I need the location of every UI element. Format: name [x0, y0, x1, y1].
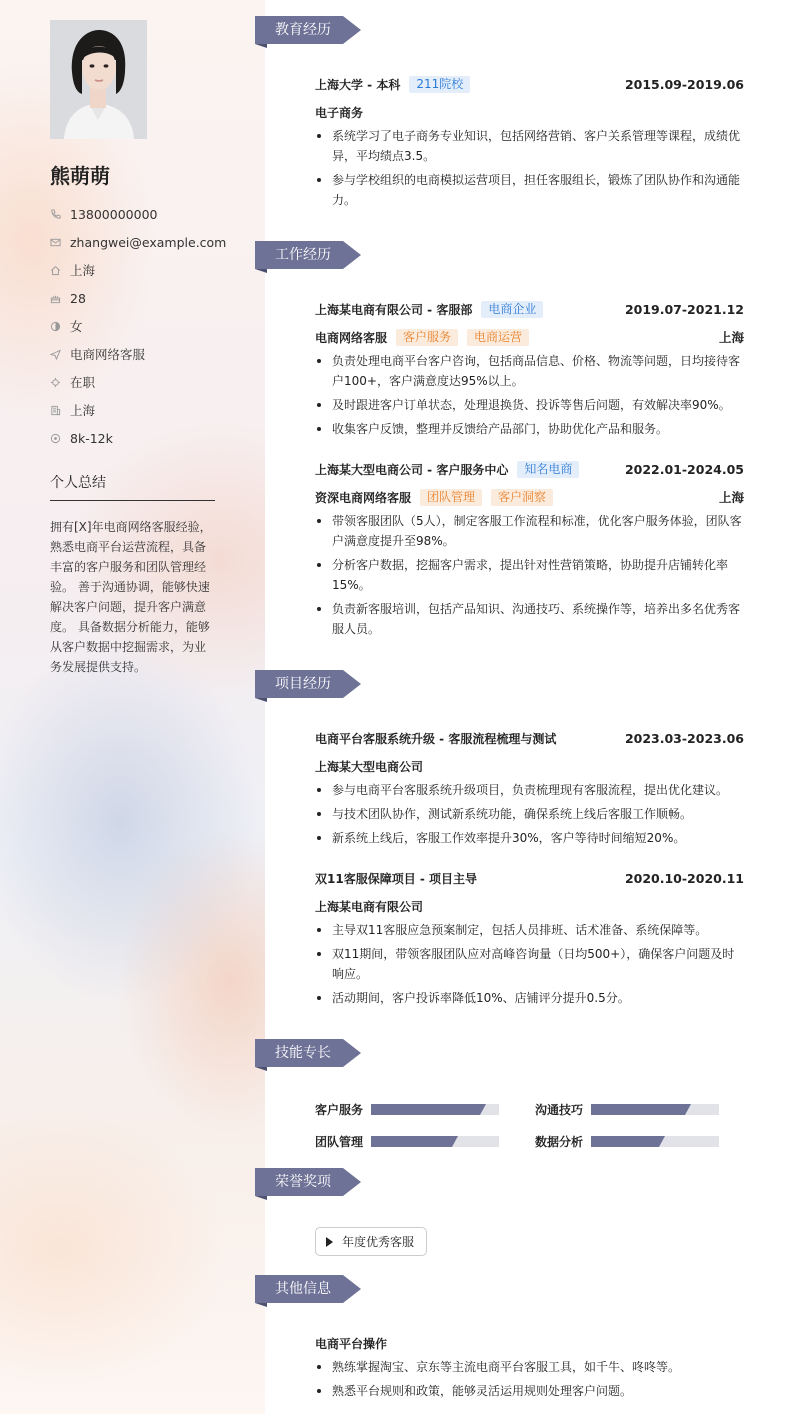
list-item: 带领客服团队（5人），制定客服工作流程和标准，优化客户服务体验，团队客户满意度提升至98%。: [315, 511, 744, 551]
phone-icon: [50, 209, 61, 220]
avatar: [50, 20, 147, 139]
list-item: 及时跟进客户订单状态，处理退换货、投诉等售后问题，有效解决率90%。: [315, 395, 744, 415]
job-title: 资深电商网络客服: [315, 490, 412, 505]
profile-name: 熊萌萌: [50, 164, 110, 188]
skill-bar: [591, 1104, 719, 1115]
section-title: 其他信息: [275, 1281, 331, 1297]
info-position-text: 电商网络客服: [70, 347, 146, 362]
list-item: 参与学校组织的电商模拟运营项目，担任客服组长，锻炼了团队协作和沟通能力。: [315, 170, 744, 210]
list-item: 负责新客服培训，包括产品知识、沟通技巧、系统操作等，培养出多名优秀客服人员。: [315, 599, 744, 639]
section-title: 技能专长: [275, 1045, 331, 1061]
list-item: 熟悉平台规则和政策，能够灵活运用规则处理客户问题。: [315, 1381, 744, 1401]
skill-name: 数据分析: [535, 1135, 584, 1149]
list-item: 新系统上线后，客服工作效率提升30%，客户等待时间缩短20%。: [315, 828, 744, 848]
job-title: 电商网络客服: [315, 330, 388, 345]
project-org: 上海某大型电商公司: [315, 759, 424, 774]
list-item: 收集客户反馈，整理并反馈给产品部门，协助优化产品和服务。: [315, 419, 744, 439]
skill-bar-fill: [591, 1104, 685, 1115]
info-home-text: 上海: [70, 263, 96, 278]
main-content: [255, 0, 794, 1414]
info-position: [50, 340, 226, 368]
section-projects-header: [255, 670, 365, 701]
list-item: 活动期间，客户投诉率降低10%、店铺评分提升0.5分。: [315, 988, 744, 1008]
skill-name: 沟通技巧: [535, 1103, 584, 1117]
list-item: 与技术团队协作，测试新系统功能，确保系统上线后客服工作顺畅。: [315, 804, 744, 824]
project-org: 上海某电商有限公司: [315, 899, 424, 914]
info-city-text: 上海: [70, 403, 96, 418]
skill-item: [535, 1133, 719, 1150]
project-name: 电商平台客服系统升级 - 客服流程梳理与测试: [315, 731, 557, 746]
section-education-header: [255, 16, 365, 47]
skill-bar: [371, 1136, 499, 1147]
education-entry: [315, 70, 744, 214]
company-tag: 电商企业: [481, 301, 543, 318]
info-email: [50, 228, 226, 256]
skill-name: 客户服务: [315, 1103, 364, 1117]
info-salary-text: 8k-12k: [70, 430, 113, 446]
list-item: 主导双11客服应急预案制定，包括人员排班、话术准备、系统保障等。: [315, 920, 744, 940]
major: 电子商务: [315, 105, 364, 120]
work-entry: [315, 295, 744, 443]
home-icon: [50, 265, 61, 276]
info-city: [50, 396, 226, 424]
work-entry: [315, 455, 744, 643]
school-tag: 211院校: [409, 76, 470, 93]
info-home: [50, 256, 226, 284]
skill-bar: [591, 1136, 719, 1147]
skill-bar: [371, 1104, 499, 1115]
section-other-header: [255, 1275, 365, 1306]
work-city: 上海: [718, 330, 744, 345]
list-item: 参与电商平台客服系统升级项目，负责梳理现有客服流程，提出优化建议。: [315, 780, 744, 800]
summary-text: 拥有[X]年电商网络客服经验，熟悉电商平台运营流程，具备丰富的客户服务和团队管理经验。 善于沟通协调，能够快速解决客户问题，提升客户满意度。 具备数据分析能力，能够从客户数据中挖掘需求，为业务发展提供支持。: [50, 520, 212, 674]
role-tag: 客户洞察: [491, 489, 553, 506]
gender-icon: [50, 321, 61, 332]
work-city: 上海: [718, 490, 744, 505]
info-phone-text: 13800000000: [70, 206, 158, 222]
list-item: 负责处理电商平台客户咨询，包括商品信息、价格、物流等问题，日均接待客户100+，客户满意度达95%以上。: [315, 351, 744, 391]
award-name: 年度优秀客服: [342, 1235, 415, 1249]
company-tag: 知名电商: [517, 461, 579, 478]
role-tag: 客户服务: [396, 329, 458, 346]
company-name: 上海某电商有限公司 - 客服部: [315, 302, 473, 317]
section-title: 工作经历: [275, 247, 331, 263]
cake-icon: [50, 293, 61, 304]
work-dates: 2019.07-2021.12: [624, 301, 744, 317]
other-subtitle: 电商平台操作: [315, 1336, 388, 1351]
list-item: 系统学习了电子商务专业知识，包括网络营销、客户关系管理等课程，成绩优异，平均绩点3.5。: [315, 126, 744, 166]
project-dates: 2020.10-2020.11: [624, 870, 744, 886]
award-chip: [315, 1227, 427, 1256]
role-tag: 团队管理: [420, 489, 482, 506]
avatar-photo: [50, 20, 147, 139]
project-name: 双11客服保障项目 - 项目主导: [315, 871, 478, 886]
info-phone: [50, 200, 226, 228]
skill-bar-fill: [591, 1136, 659, 1147]
email-icon: [50, 237, 61, 248]
section-title: 教育经历: [275, 22, 331, 38]
project-entry: [315, 864, 744, 1012]
skill-name: 团队管理: [315, 1135, 364, 1149]
other-entry: [315, 1329, 744, 1405]
play-icon: [326, 1237, 333, 1247]
section-title: 项目经历: [275, 676, 331, 692]
list-item: 分析客户数据，挖掘客户需求，提出针对性营销策略，协助提升店铺转化率15%。: [315, 555, 744, 595]
work-dates: 2022.01-2024.05: [624, 461, 744, 477]
section-work-header: [255, 241, 365, 272]
section-title: 荣誉奖项: [275, 1174, 331, 1190]
info-age: [50, 284, 226, 312]
skill-bar-fill: [371, 1104, 480, 1115]
section-skills-header: [255, 1039, 365, 1070]
salary-icon: [50, 433, 61, 444]
list-item: 双11期间，带领客服团队应对高峰咨询量（日均500+），确保客户问题及时响应。: [315, 944, 744, 984]
section-awards-header: [255, 1168, 365, 1199]
skill-item: [315, 1101, 499, 1118]
school-name: 上海大学 - 本科: [315, 77, 401, 92]
list-item: 熟练掌握淘宝、京东等主流电商平台客服工具，如千牛、咚咚等。: [315, 1357, 744, 1377]
info-salary: [50, 424, 226, 452]
skill-item: [315, 1133, 499, 1150]
skill-bar-fill: [371, 1136, 452, 1147]
contact-info-list: [50, 200, 226, 452]
role-tag: 电商运营: [467, 329, 529, 346]
sidebar: [0, 0, 265, 1414]
info-status: [50, 368, 226, 396]
info-email-text: zhangwei@example.com: [70, 234, 227, 250]
status-icon: [50, 377, 61, 388]
send-icon: [50, 349, 61, 360]
info-gender: [50, 312, 226, 340]
summary-title: 个人总结: [50, 472, 215, 501]
skill-item: [535, 1101, 719, 1118]
info-age-text: 28: [70, 290, 86, 306]
company-name: 上海某大型电商公司 - 客户服务中心: [315, 462, 509, 477]
project-entry: [315, 724, 744, 852]
info-status-text: 在职: [70, 375, 96, 390]
building-icon: [50, 405, 61, 416]
info-gender-text: 女: [70, 319, 83, 334]
project-dates: 2023.03-2023.06: [624, 730, 744, 746]
education-dates: 2015.09-2019.06: [624, 76, 744, 92]
